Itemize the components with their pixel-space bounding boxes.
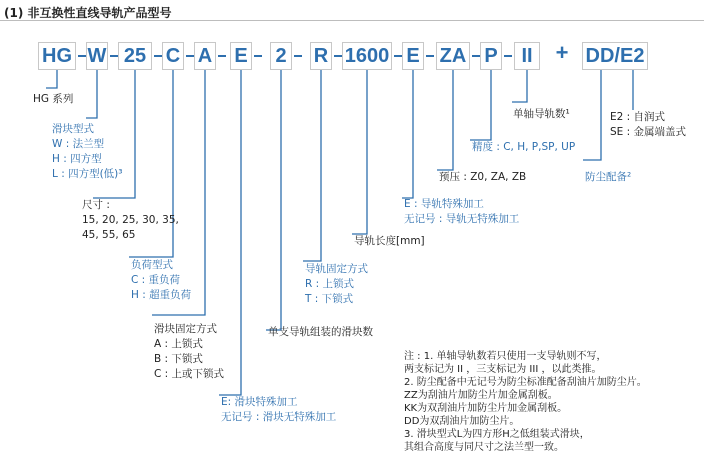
code-segment-rails-per-axis: II <box>514 42 540 70</box>
leader-block-type <box>86 70 97 118</box>
note-line: 3. 滑块型式L为四方形H之低组装式滑块， <box>404 429 590 440</box>
code-segment-size: 25 <box>118 42 152 70</box>
label-size-values-2: 45, 55, 65 <box>82 229 136 241</box>
note-line: 注 : 1. 单轴导轨数若只使用一支导轨则不写， <box>404 351 607 362</box>
leader-block-special <box>219 70 241 395</box>
leader-rail-length <box>352 70 367 234</box>
leader-blocks-per-rail <box>266 70 281 330</box>
code-segment-block-special: E <box>230 42 252 70</box>
label-precision: 精度 : C, H, P,SP, UP <box>472 141 576 153</box>
leader-preload <box>437 70 453 170</box>
label-blocks-per-rail: 单支导轨组装的滑块数 <box>268 326 373 338</box>
page-title: (1) 非互换性直线导轨产品型号 <box>4 6 172 20</box>
label-load-c: C : 重负荷 <box>131 274 181 286</box>
notes-block <box>404 350 647 454</box>
code-plus: + <box>555 40 569 65</box>
label-load-h: H : 超重负荷 <box>131 289 192 301</box>
label-rail-mount-r: R : 上锁式 <box>305 278 355 290</box>
label-rail-length: 导轨长度[mm] <box>354 235 425 247</box>
code-segment-preload: ZA <box>436 42 470 70</box>
label-load-title: 负荷型式 <box>131 259 173 271</box>
leader-precision <box>470 70 491 140</box>
label-rails-per-axis: 单轴导轨数¹ <box>513 108 570 120</box>
code-segment-precision: P <box>480 42 502 70</box>
label-mount-b: B : 下锁式 <box>154 353 203 365</box>
note-line: KK为双刮油片加防尘片加金属刮板。 <box>404 403 568 414</box>
code-segment-rail-special: E <box>402 42 424 70</box>
label-preload: 预压 : Z0, ZA, ZB <box>439 171 527 183</box>
note-line: DD为双刮油片加防尘片。 <box>404 416 520 427</box>
label-block-special-e: E: 滑块特殊加工 <box>221 396 298 408</box>
code-segment-series: HG <box>38 42 76 70</box>
leader-series <box>46 70 57 88</box>
code-segment-rail-mounting: R <box>310 42 332 70</box>
label-block-special-none: 无记号 : 滑块无特殊加工 <box>221 411 337 423</box>
leader-dust-protection <box>583 70 601 160</box>
label-block-type-title: 滑块型式 <box>52 123 94 135</box>
label-size-values-1: 15, 20, 25, 30, 35, <box>82 214 179 226</box>
label-mount-a: A : 上锁式 <box>154 338 203 350</box>
label-series: HG 系列 <box>33 93 74 105</box>
label-rail-mount-t: T : 下锁式 <box>305 293 354 305</box>
note-line: ZZ为刮油片加防尘片加金属刮板。 <box>404 390 558 401</box>
label-size-title: 尺寸 : <box>82 199 110 211</box>
label-mount-c: C : 上或下锁式 <box>154 368 225 380</box>
leader-rail-mounting <box>303 70 321 261</box>
note-line: 两支标记为 II ，三支标记为 III ，以此类推。 <box>404 364 602 375</box>
code-segment-load-type: C <box>162 42 184 70</box>
label-se: SE : 金属端盖式 <box>610 126 687 138</box>
label-block-type-h: H : 四方型 <box>52 153 102 165</box>
label-block-type-w: W : 法兰型 <box>52 138 105 150</box>
label-rail-mount-title: 导轨固定方式 <box>305 263 368 275</box>
label-mount-title: 滑块固定方式 <box>154 323 217 335</box>
code-segment-rail-length: 1600 <box>342 42 392 70</box>
leader-rails-per-axis <box>512 70 527 102</box>
label-rail-special-none: 无记号 : 导轨无特殊加工 <box>404 213 520 225</box>
code-segment-blocks-per-rail: 2 <box>270 42 292 70</box>
label-rail-special-e: E : 导轨特殊加工 <box>404 198 484 210</box>
leader-rail-special <box>402 70 413 198</box>
label-block-type-l: L : 四方型(低)³ <box>52 168 123 180</box>
label-dust-protection: 防尘配备² <box>585 171 632 183</box>
code-segment-mounting: A <box>194 42 216 70</box>
label-e2: E2 : 自润式 <box>610 111 666 123</box>
code-segment-block-type: W <box>86 42 108 70</box>
note-line: 其组合高度与同尺寸之法兰型一致。 <box>404 442 564 453</box>
code-segment-dust-protection: DD/E2 <box>582 42 648 70</box>
note-line: 2. 防尘配备中无记号为防尘标准配备刮油片加防尘片。 <box>404 377 647 388</box>
